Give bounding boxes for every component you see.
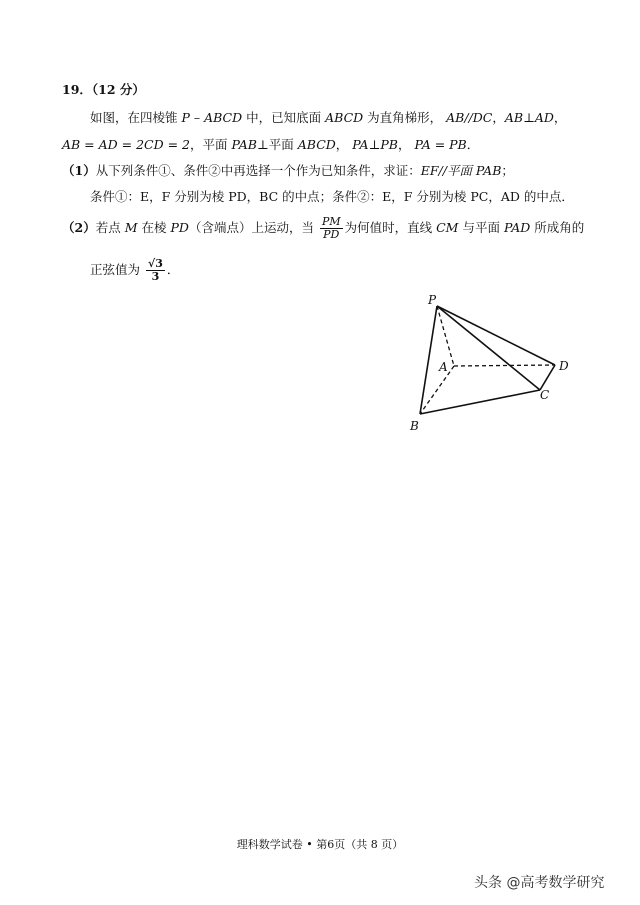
problem-points: （12 分） xyxy=(91,82,145,97)
part2-label: （2） xyxy=(62,220,96,235)
edge-pa-hidden xyxy=(437,306,454,366)
edge-bc xyxy=(420,390,540,414)
page-footer: 理科数学试卷 • 第6页（共 8 页） xyxy=(236,838,404,851)
part2-line: （2）若点 M 在棱 PD（含端点）上运动，当 $\frac{PM}{PD}$ 为何值时，直线 CM 与平面 PAD 所成角的 xyxy=(62,215,585,241)
edge-pc xyxy=(437,306,540,390)
edge-ab-hidden xyxy=(420,366,454,414)
edge-pb xyxy=(420,306,437,414)
vertex-label-p: P xyxy=(428,293,437,307)
fraction-sqrt3-3: $\frac{√3}{3}$ xyxy=(148,257,163,283)
problem-number: 19． xyxy=(62,82,92,97)
pyramid-name: P – ABCD xyxy=(181,110,243,125)
vertex-label-c: C xyxy=(540,388,550,402)
edge-pd xyxy=(437,306,555,365)
vertex-label-d: D xyxy=(559,359,569,373)
problem-line-2: AB = AD = 2CD = 2，平面 PAB⊥平面 ABCD， PA⊥PB， PA = PB． xyxy=(62,137,480,152)
part1-line: （1）从下列条件①、条件②中再选择一个作为已知条件，求证：EF//平面 PAB； xyxy=(62,163,514,178)
edge-ad-hidden xyxy=(454,365,555,366)
answer-value-line: 正弦值为 $\frac{√3}{3}$ ． xyxy=(90,257,180,283)
conditions-line: 条件①：E，F 分别为棱 PD，BC 的中点；条件②：E，F 分别为棱 PC，AD 的中点． xyxy=(90,189,574,204)
vertex-label-b: B xyxy=(410,419,419,433)
edge-cd xyxy=(540,365,555,390)
fraction-pm-pd: $\frac{PM}{PD}$ xyxy=(321,215,341,241)
problem-line-1: 如图，在四棱锥 P – ABCD 中，已知底面 ABCD 为直角梯形， AB//DC，AB⊥AD， xyxy=(90,110,567,125)
watermark: 头条 @高考数学研究 xyxy=(474,875,605,891)
part1-label: （1） xyxy=(62,163,96,178)
vertex-label-a: A xyxy=(439,360,448,374)
